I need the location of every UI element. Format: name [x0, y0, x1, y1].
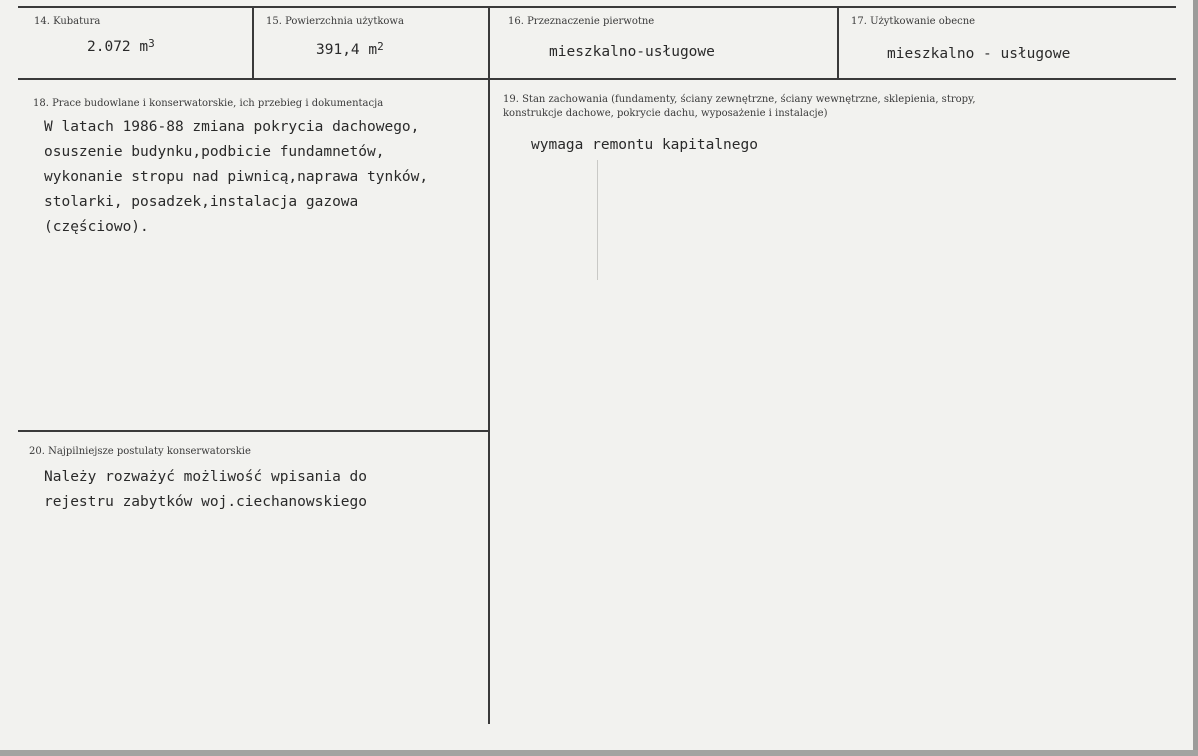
uzytkowanie-label: 17. Użytkowanie obecne — [851, 16, 976, 27]
divider-main — [488, 6, 490, 724]
stan-label-line1: 19. Stan zachowania (fundamenty, ściany zewnętrzne, ściany wewnętrzne, sklepienia, stropy, — [503, 94, 976, 105]
postulaty-text — [44, 465, 367, 515]
kubatura-number: 2.072 m — [87, 39, 149, 55]
divider-16-17 — [837, 6, 839, 80]
card-edge-bottom — [0, 750, 1198, 756]
prace-line: stolarki, posadzek,instalacja gazowa — [44, 194, 359, 210]
kubatura-unit-sup: 3 — [148, 37, 155, 50]
divider-14-15 — [252, 6, 254, 80]
przeznaczenie-label: 16. Przeznaczenie pierwotne — [508, 16, 655, 27]
faint-mark — [597, 160, 598, 280]
powierzchnia-value — [316, 42, 384, 58]
prace-line: osuszenie budynku,podbicie fundamnetów, — [44, 144, 385, 160]
postulaty-line: rejestru zabytków woj.ciechanowskiego — [44, 494, 368, 510]
postulaty-label: 20. Najpilniejsze postulaty konserwatorskie — [29, 446, 251, 457]
top-rule — [18, 6, 1176, 8]
prace-label: 18. Prace budowlane i konserwatorskie, ich przebieg i dokumentacja — [33, 98, 384, 109]
uzytkowanie-value: mieszkalno - usługowe — [887, 46, 1071, 62]
powierzchnia-number: 391,4 m — [316, 42, 378, 58]
header-row-rule — [18, 78, 1176, 80]
kubatura-label: 14. Kubatura — [34, 16, 101, 27]
prace-line: W latach 1986-88 zmiana pokrycia dachowego, — [44, 119, 420, 135]
section-18-20-rule — [18, 430, 488, 432]
stan-value: wymaga remontu kapitalnego — [531, 137, 758, 153]
kubatura-value — [87, 39, 155, 55]
stan-label-line2: konstrukcje dachowe, pokrycie dachu, wyposażenie i instalacje) — [503, 108, 828, 119]
prace-line: wykonanie stropu nad piwnicą,naprawa tynków, — [44, 169, 429, 185]
powierzchnia-unit-sup: 2 — [377, 40, 384, 53]
card-edge-right — [1193, 0, 1198, 756]
powierzchnia-label: 15. Powierzchnia użytkowa — [266, 16, 404, 27]
postulaty-line: Należy rozważyć możliwość wpisania do — [44, 469, 368, 485]
prace-text — [44, 115, 428, 240]
prace-line: (częściowo). — [44, 219, 149, 235]
przeznaczenie-value: mieszkalno-usługowe — [549, 44, 715, 60]
